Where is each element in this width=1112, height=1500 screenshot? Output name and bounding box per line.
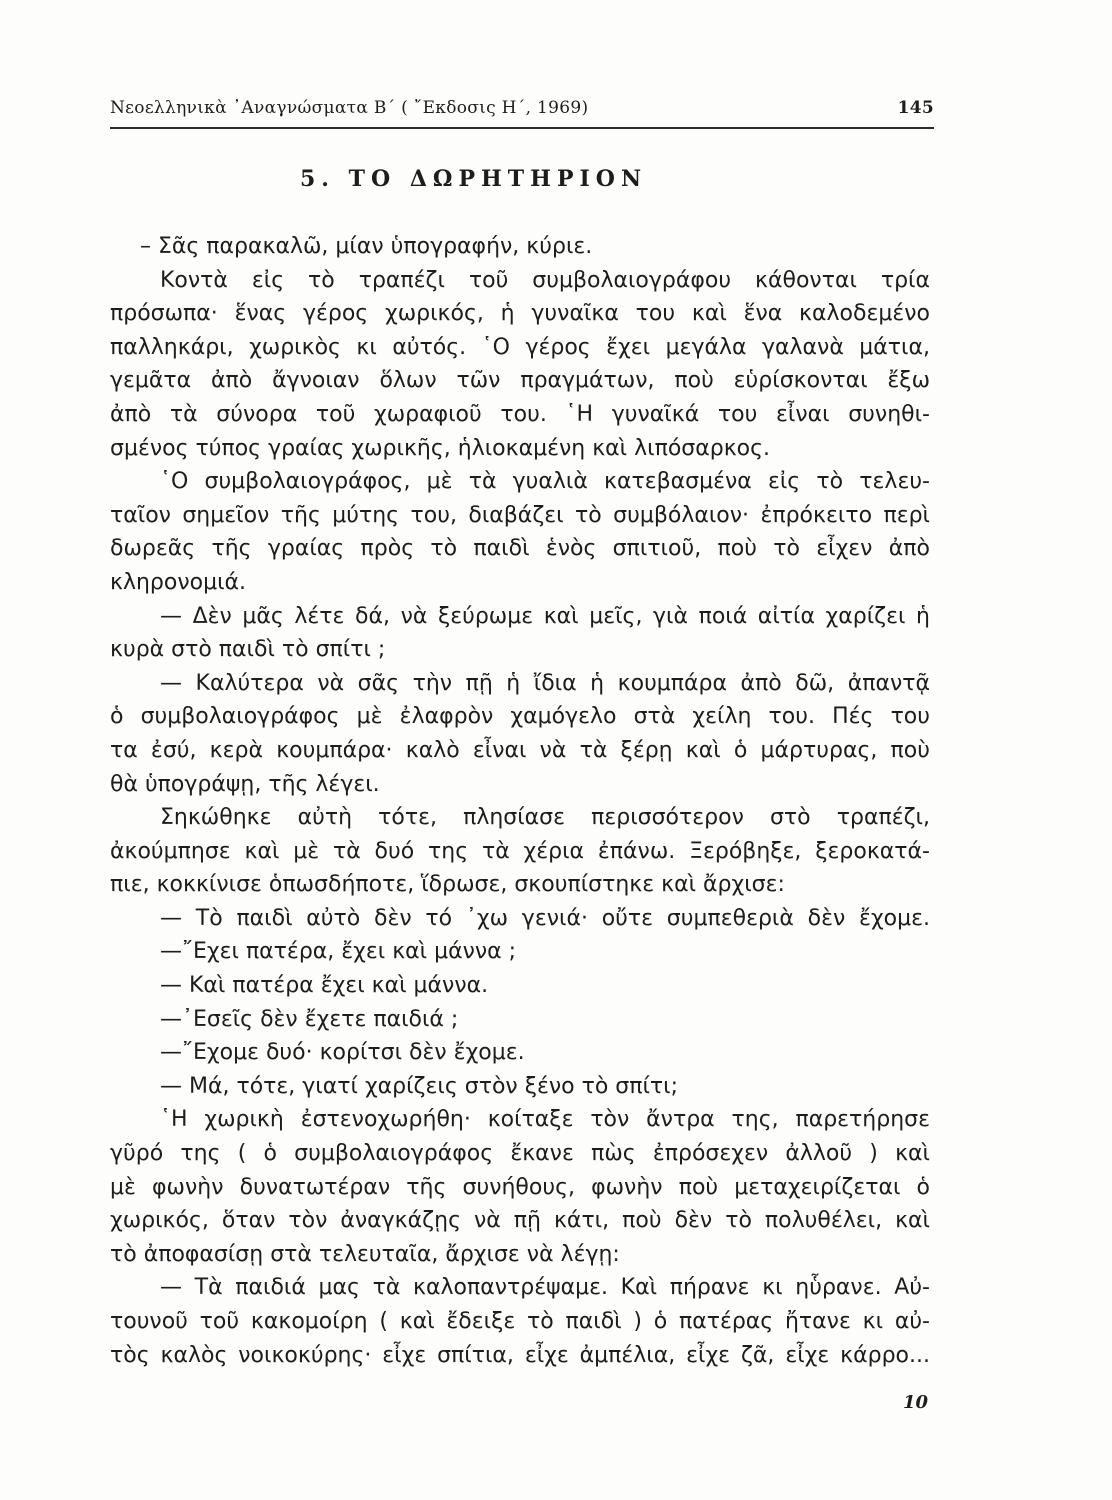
text-line: —῎Εχει πατέρα, ἔχει καὶ μάννα ; — [160, 939, 517, 965]
text-line: ἀκούμπησε καὶ μὲ τὰ δυό της τὰ χέρια ἐπάνω. Ξερόβηξε, ξεροκατά- — [110, 838, 930, 864]
text-line: ὁ συμβολαιογράφος μὲ ἐλαφρὸν χαμόγελο στὰ χείλη του. Πές του — [110, 704, 930, 730]
text-line: —᾿Εσεῖς δὲν ἔχετε παιδιά ; — [160, 1006, 459, 1032]
running-header — [110, 98, 934, 128]
text-line: σμένος τύπος γραίας χωρικῆς, ἡλιοκαμένη καὶ λιπόσαρκος. — [110, 435, 771, 461]
text-line: — Τὸ παιδὶ αὐτὸ δὲν τό ᾿χω γενιά· οὔτε συμπεθεριὰ δὲν ἔχομε. — [160, 905, 930, 931]
text-line: — Καὶ πατέρα ἔχει καὶ μάννα. — [160, 973, 489, 999]
text-line: — Μά, τότε, γιατί χαρίζεις στὸν ξένο τὸ σπίτι; — [160, 1073, 679, 1099]
page-number: 145 — [897, 98, 934, 118]
text-line: γεμᾶτα ἀπὸ ἄγνοιαν ὅλων τῶν πραγμάτων, ποὺ εὑρίσκονται ἔξω — [110, 368, 930, 394]
text-line: — Τὰ παιδιά μας τὰ καλοπαντρέψαμε. Καὶ πήρανε κι ηὗρανε. Αὐ- — [160, 1275, 930, 1301]
header-rule — [110, 127, 934, 129]
text-line: χωρικός, ὅταν τὸν ἀναγκάζῃς νὰ πῇ κάτι, ποὺ δὲν τὸ πολυθέλει, καὶ — [110, 1208, 930, 1234]
text-line: ῾Ο συμβολαιογράφος, μὲ τὰ γυαλιὰ κατεβασμένα εἰς τὸ τελευ- — [160, 469, 930, 495]
text-line: γῦρό της ( ὁ συμβολαιογράφος ἔκανε πὼς ἐπρόσεχεν ἀλλοῦ ) καὶ — [110, 1141, 930, 1167]
folio-signature: 10 — [902, 1392, 928, 1413]
text-line: τουνοῦ τοῦ κακομοίρη ( καὶ ἔδειξε τὸ παιδὶ ) ὁ πατέρας ἤτανε κι αὐ- — [110, 1309, 930, 1334]
text-line: —῎Εχομε δυό· κορίτσι δὲν ἔχομε. — [160, 1040, 525, 1066]
text-line: Σηκώθηκε αὐτὴ τότε, πλησίασε περισσότερον στὸ τραπέζι, — [160, 805, 930, 831]
text-line: ἀπὸ τὰ σύνορα τοῦ χωραφιοῦ του. ῾Η γυναῖκά του εἶναι συνηθι- — [110, 401, 930, 427]
text-line: πρόσωπα· ἕνας γέρος χωρικός, ἡ γυναῖκα του καὶ ἕνα καλοδεμένο — [110, 301, 930, 327]
running-title: Νεοελληνικὰ ᾿Αναγνώσματα Β΄ ( ῎Εκδοσις Η΄, 1969) — [110, 98, 589, 118]
text-line: τα ἐσύ, κερὰ κουμπάρα· καλὸ εἶναι νὰ τὰ ξέρῃ καὶ ὁ μάρτυρας, ποὺ — [110, 737, 930, 763]
text-line: Κοντὰ εἰς τὸ τραπέζι τοῦ συμβολαιογράφου κάθονται τρία — [160, 267, 930, 293]
text-line: ῾Η χωρικὴ ἐστενοχωρήθη· κοίταξε τὸν ἄντρα της, παρετήρησε — [160, 1107, 930, 1133]
text-line: μὲ φωνὴν δυνατωτέραν τῆς συνήθους, φωνὴν ποὺ μεταχειρίζεται ὁ — [110, 1174, 930, 1200]
chapter-title: 5. ΤΟ ΔΩΡΗΤΗΡΙΟΝ — [300, 166, 648, 192]
text-line: — Δὲν μᾶς λέτε δά, νὰ ξεύρωμε καὶ μεῖς, γιὰ ποιά αἰτία χαρίζει ἡ — [160, 603, 930, 629]
text-line: ταῖον σημεῖον τῆς μύτης του, διαβάζει τὸ συμβόλαιον· ἐπρόκειτο περὶ — [110, 502, 930, 528]
text-line: τὸ ἀποφασίσῃ στὰ τελευταῖα, ἄρχισε νὰ λέγῃ: — [110, 1241, 620, 1267]
text-line: κυρὰ στὸ παιδὶ τὸ σπίτι ; — [110, 637, 386, 663]
text-line: τὸς καλὸς νοικοκύρης· εἶχε σπίτια, εἶχε ἀμπέλια, εἶχε ζᾶ, εἶχε κάρρο... — [110, 1342, 930, 1368]
body-text — [110, 230, 930, 1372]
text-line: — Καλύτερα νὰ σᾶς τὴν πῇ ἡ ἴδια ἡ κουμπάρα ἀπὸ δῶ, ἀπαντᾷ — [160, 670, 930, 696]
text-line: πιε, κοκκίνισε ὁπωσδήποτε, ἵδρωσε, σκουπίστηκε καὶ ἄρχισε: — [110, 872, 785, 898]
text-line: παλληκάρι, χωρικὸς κι αὐτός. ῾Ο γέρος ἔχει μεγάλα γαλανὰ μάτια, — [110, 334, 930, 360]
text-line: θὰ ὑπογράψῃ, τῆς λέγει. — [110, 771, 380, 797]
text-line: δωρεᾶς τῆς γραίας πρὸς τὸ παιδὶ ἑνὸς σπιτιοῦ, ποὺ τὸ εἶχεν ἀπὸ — [110, 536, 930, 562]
text-line: – Σᾶς παρακαλῶ, μίαν ὑπογραφήν, κύριε. — [140, 234, 593, 259]
text-line: κληρονομιά. — [110, 569, 247, 595]
